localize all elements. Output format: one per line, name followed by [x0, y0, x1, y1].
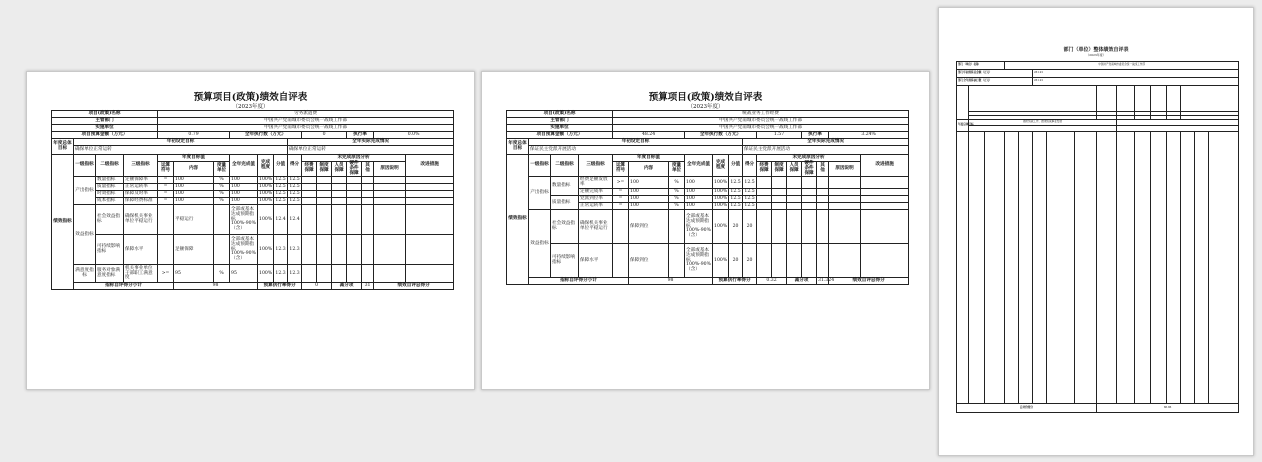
- cell: 平稳运行: [174, 205, 214, 235]
- cell: 12.5: [729, 177, 743, 189]
- cell: 95: [174, 265, 214, 283]
- cell: 质量指标: [551, 196, 579, 210]
- h-got: 得分: [743, 155, 757, 177]
- cell: 100: [629, 177, 669, 189]
- cell: >=: [613, 177, 629, 189]
- h-l1: 一级指标: [529, 155, 551, 177]
- cell: 100%: [258, 265, 274, 283]
- cell: [613, 210, 629, 244]
- h-got: 得分: [288, 155, 302, 177]
- cell: 100%: [714, 203, 728, 209]
- cell: 12.5: [744, 203, 755, 209]
- cell: 100%: [713, 177, 729, 189]
- cell: 机关事业单位干部职工满意度: [124, 265, 158, 283]
- p3-cell: [1117, 86, 1135, 112]
- cell: 12.5: [743, 177, 757, 189]
- h-score: 分值: [729, 155, 743, 177]
- p3-cell: [1167, 86, 1181, 112]
- h-fix: 改进措施: [861, 155, 909, 177]
- cell: %: [214, 177, 230, 184]
- cell: 100: [174, 184, 214, 191]
- cell: 100%: [714, 189, 728, 195]
- value-unit: 中国共产党南城市委员会统一战线工作部: [613, 125, 909, 132]
- cell: 100: [230, 198, 258, 205]
- h-content: 内容: [174, 162, 214, 177]
- p3-value-exec: 261.91: [1033, 78, 1239, 86]
- cell: 100%: [714, 196, 728, 202]
- cell: 12.4: [288, 205, 302, 235]
- label-rate: 执行率: [347, 132, 374, 139]
- cell: 可持续影响指标: [551, 244, 579, 278]
- p3-value-budget: 261.91: [1033, 70, 1239, 78]
- cell: =: [158, 198, 174, 205]
- page-2: [481, 71, 930, 390]
- cell: 100: [685, 196, 713, 203]
- cell: 12.3: [274, 265, 288, 283]
- cell: 100: [174, 191, 214, 198]
- h-target: 年度目标值: [158, 155, 230, 162]
- value-budget: 48.24: [613, 132, 685, 139]
- cell: 确保机关事业单位平稳运行: [124, 205, 158, 235]
- p3-indicator-block: [957, 132, 969, 404]
- cell: 保障及时率: [124, 191, 158, 198]
- h-unit: 度量单位: [214, 162, 230, 177]
- cell: 全部或基本达成预期指标100%-90%（含）: [230, 235, 258, 265]
- value-actual: 确保单位正常运转: [288, 146, 454, 155]
- page-1-title: 预算项目(政策)绩效自评表: [193, 92, 308, 103]
- page-3-title: 部门（单位）整体绩效自评表: [1063, 47, 1129, 53]
- cell: 100%: [259, 191, 273, 197]
- h-op: 运算符号: [613, 162, 629, 177]
- h-r4: 硬件条件保障: [347, 162, 362, 177]
- value-deduct: 31: [362, 283, 374, 290]
- value-dept: 中国共产党南城市委员会统一战线工作部: [158, 118, 454, 125]
- cell: 保障到位: [629, 244, 669, 278]
- cell: 100%: [259, 177, 273, 183]
- l1-benefit: 效益指标: [74, 205, 96, 265]
- cell: 100: [230, 184, 258, 191]
- p3-label-budget: 部门年初预算总金额（万元）: [957, 70, 1033, 78]
- page-2-table: [506, 110, 909, 285]
- label-plan-goal: 年初设定目标: [529, 139, 743, 146]
- cell: 12.3: [288, 265, 302, 283]
- p3-label-exec: 部门全年预算执行数（万元）: [957, 78, 1033, 86]
- l1-output: 产出指标: [74, 177, 96, 205]
- cell: 100%: [259, 184, 273, 190]
- cell: 保障经费标准: [124, 198, 158, 205]
- label-plan-goal: 年初设定目标: [74, 139, 288, 146]
- p3-cell: [1135, 86, 1151, 112]
- label-project: 项目(政策)名称: [52, 111, 158, 118]
- cell: %: [214, 265, 230, 283]
- cell: %: [214, 191, 230, 198]
- label-total: 指标自评得分小计: [74, 283, 174, 290]
- cell: 保障水平: [124, 235, 158, 265]
- cell: 经费足额发放率: [579, 177, 613, 189]
- page-3-table: [956, 61, 1239, 413]
- cell: =: [158, 191, 174, 198]
- cell: 全部或基本达成预期指标100%-90%（含）: [685, 244, 713, 278]
- cell: 定额完成率: [579, 189, 613, 196]
- label-unit: 实施单位: [52, 125, 158, 132]
- cell: 12.5: [289, 184, 300, 190]
- cell: 12.5: [730, 189, 741, 195]
- label-final: 绩效自评总得分: [829, 278, 909, 285]
- cell: 正常运转率: [579, 203, 613, 210]
- h-target: 年度目标值: [613, 155, 685, 162]
- h-l2: 二级指标: [96, 155, 124, 177]
- cell: 12.5: [289, 198, 300, 204]
- value-deduct: 31.324: [818, 278, 835, 284]
- cell: 全部或基本达成预期指标100%-90%（含）: [230, 205, 258, 235]
- l1-satisfaction: 满意度指标: [74, 265, 96, 283]
- h-r6: 原因说明: [374, 162, 406, 177]
- value-goal: 确保单位正常运转: [74, 146, 288, 155]
- cell: 100: [685, 203, 713, 210]
- label-exec: 全年执行数（万元）: [230, 132, 302, 139]
- cell: 100%: [258, 235, 274, 265]
- value-rate: 3.24%: [829, 132, 909, 139]
- page-3: [938, 7, 1254, 456]
- cell: 100%: [258, 205, 274, 235]
- cell: %: [669, 203, 685, 210]
- h-r5: 其他: [362, 162, 374, 177]
- value-budget-score: 0: [302, 283, 332, 290]
- p3-label-total: 总评价得分: [957, 404, 1097, 413]
- label-perf: 绩效指标: [507, 155, 529, 285]
- value-total: 98: [174, 283, 258, 290]
- h-l3: 三级指标: [579, 155, 613, 177]
- h-r3: 人员保障: [332, 162, 347, 177]
- cell: 100: [230, 177, 258, 184]
- label-actual: 全年实际完成情况: [743, 139, 909, 146]
- cell: 12.5: [730, 203, 741, 209]
- value-goal: 保证民主党派开展活动: [529, 146, 743, 155]
- p3-cell: [957, 86, 969, 120]
- p3-value-goal: 做好统战工作，推进统战事业发展: [969, 120, 1117, 126]
- cell: 100: [230, 191, 258, 198]
- cell: 全部或基本达成预期指标100%-90%（含）: [685, 210, 713, 244]
- cell: 12.5: [275, 177, 286, 183]
- h-fix: 改进措施: [406, 155, 454, 177]
- cell: =: [158, 177, 174, 184]
- cell: [613, 244, 629, 278]
- cell: 12.5: [289, 191, 300, 197]
- p3-value-total: 86.86: [1097, 404, 1239, 413]
- value-unit: 中国共产党南城市委员会统一战线工作部: [158, 125, 454, 132]
- label-budget: 项目预算金额（万元）: [507, 132, 613, 139]
- label-budget-score: 预算执行率得分: [713, 278, 757, 285]
- label-deduct: 减分项: [332, 283, 362, 290]
- p3-cell: [1151, 86, 1167, 112]
- cell: 足额保障: [174, 235, 214, 265]
- h-done: 全年完成值: [230, 155, 258, 177]
- cell: [214, 235, 230, 265]
- value-total: 98: [629, 278, 713, 285]
- page-3-year: （2023年度）: [1086, 53, 1106, 57]
- label-project: 项目(政策)名称: [507, 111, 613, 118]
- p3-label-goal: 年度总体目标: [957, 120, 969, 132]
- cell: 12.5: [744, 189, 755, 195]
- value-exec: 1.57: [757, 132, 802, 139]
- h-l3: 三级指标: [124, 155, 158, 177]
- cell: 100: [629, 203, 669, 210]
- cell: 20: [743, 210, 757, 244]
- cell: 时效指标: [96, 191, 124, 198]
- h-r1: 经费保障: [302, 162, 317, 177]
- page-1-year: （2023年度）: [232, 104, 269, 110]
- label-total: 指标自评得分小计: [529, 278, 629, 285]
- cell: 12.5: [275, 184, 286, 190]
- cell: %: [669, 196, 685, 203]
- cell: [158, 235, 174, 265]
- p3-label-dept: 部门（单位）名称: [957, 62, 1005, 70]
- cell: 成本指标: [96, 198, 124, 205]
- h-r6: 原因说明: [829, 162, 861, 177]
- cell: 20: [743, 244, 757, 278]
- cell: 100: [685, 189, 713, 196]
- cell: 100%: [713, 244, 729, 278]
- cell: 100: [629, 189, 669, 196]
- cell: 20: [729, 244, 743, 278]
- label-budget: 项目预算金额（万元）: [52, 132, 158, 139]
- label-goal: 年度总体目标: [52, 139, 74, 155]
- p3-cell: [1097, 86, 1117, 112]
- label-dept: 主管部门: [52, 118, 158, 125]
- cell: [669, 244, 685, 278]
- h-done: 全年完成值: [685, 155, 713, 177]
- value-rate: 0.0%: [374, 132, 454, 139]
- cell: 95: [230, 265, 258, 283]
- cell: 保障到位: [629, 210, 669, 244]
- cell: 12.4: [274, 205, 288, 235]
- cell: 12.5: [275, 191, 286, 197]
- p3-value-dept: 中国共产党南城市委员会统一战线工作部: [1005, 62, 1239, 70]
- cell: %: [214, 184, 230, 191]
- cell: 可持续影响指标: [96, 235, 124, 265]
- cell: 100: [629, 196, 669, 203]
- cell: 正常运转率: [124, 184, 158, 191]
- l1-output: 产出指标: [529, 177, 551, 210]
- value-budget-score: 0.32: [757, 278, 787, 285]
- value-project: 劳务派遣费: [158, 111, 454, 118]
- value-project: 统战业务工作经费: [613, 111, 909, 118]
- h-reasons: 未完成原因分析: [302, 155, 406, 162]
- label-dept: 主管部门: [507, 118, 613, 125]
- cell: [158, 205, 174, 235]
- cell: 100: [174, 177, 214, 184]
- label-rate: 执行率: [802, 132, 829, 139]
- cell: 社会效益指标: [551, 210, 579, 244]
- h-reasons: 未完成原因分析: [757, 155, 861, 162]
- h-unit: 度量单位: [669, 162, 685, 177]
- cell: 12.5: [730, 196, 741, 202]
- page-1: [26, 71, 475, 390]
- value-actual: 保证民主党派开展活动: [743, 146, 909, 155]
- h-r2: 制度保障: [317, 162, 332, 177]
- cell: [214, 205, 230, 235]
- cell: 100: [685, 177, 713, 189]
- h-r4: 硬件条件保障: [802, 162, 817, 177]
- cell: 社会效益指标: [96, 205, 124, 235]
- cell: 12.5: [289, 177, 300, 183]
- cell: 数量指标: [96, 177, 124, 184]
- cell: %: [669, 189, 685, 196]
- page-2-title: 预算项目(政策)绩效自评表: [648, 92, 763, 103]
- h-degree: 完成程度: [713, 155, 729, 177]
- h-op: 运算符号: [158, 162, 174, 177]
- cell: >=: [158, 265, 174, 283]
- cell: 确保机关事业单位平稳运行: [579, 210, 613, 244]
- cell: 质量指标: [96, 184, 124, 191]
- h-r5: 其他: [817, 162, 829, 177]
- cell: 100%: [713, 210, 729, 244]
- cell: 100%: [259, 198, 273, 204]
- cell: 党派到位率: [579, 196, 613, 203]
- h-score: 分值: [274, 155, 288, 177]
- label-exec: 全年执行数（万元）: [685, 132, 757, 139]
- cell: 定额保障率: [124, 177, 158, 184]
- value-budget: 0.79: [158, 132, 230, 139]
- p3-cell: [1181, 86, 1239, 112]
- page-1-table: [51, 110, 454, 290]
- cell: 12.5: [275, 198, 286, 204]
- label-perf: 绩效指标: [52, 155, 74, 290]
- cell: 20: [729, 210, 743, 244]
- p3-cell: [969, 86, 1097, 112]
- cell: =: [158, 184, 174, 191]
- cell: 100: [174, 198, 214, 205]
- cell: %: [214, 198, 230, 205]
- label-actual: 全年实际完成情况: [288, 139, 454, 146]
- h-r3: 人员保障: [787, 162, 802, 177]
- h-r1: 经费保障: [757, 162, 772, 177]
- value-exec: 0: [302, 132, 347, 139]
- page-2-year: （2023年度）: [687, 104, 724, 110]
- cell: 数量指标: [551, 177, 579, 196]
- label-final: 绩效自评总得分: [374, 283, 454, 290]
- cell: 保障水平: [579, 244, 613, 278]
- label-goal: 年度总体目标: [507, 139, 529, 155]
- cell: 12.5: [744, 196, 755, 202]
- l1-benefit: 效益指标: [529, 210, 551, 278]
- cell: %: [669, 177, 685, 189]
- h-l1: 一级指标: [74, 155, 96, 177]
- cell: [669, 210, 685, 244]
- label-budget-score: 预算执行率得分: [258, 283, 302, 290]
- h-content: 内容: [629, 162, 669, 177]
- cell: =: [613, 203, 629, 210]
- cell: =: [613, 189, 629, 196]
- h-l2: 二级指标: [551, 155, 579, 177]
- cell: 12.3: [274, 235, 288, 265]
- h-r2: 制度保障: [772, 162, 787, 177]
- cell: 12.3: [288, 235, 302, 265]
- h-degree: 完成程度: [258, 155, 274, 177]
- label-unit: 实施单位: [507, 125, 613, 132]
- label-deduct: 减分项: [787, 278, 817, 285]
- cell: 服务对象满意度指标: [96, 265, 124, 283]
- cell: =: [613, 196, 629, 203]
- value-dept: 中国共产党南城市委员会统一战线工作部: [613, 118, 909, 125]
